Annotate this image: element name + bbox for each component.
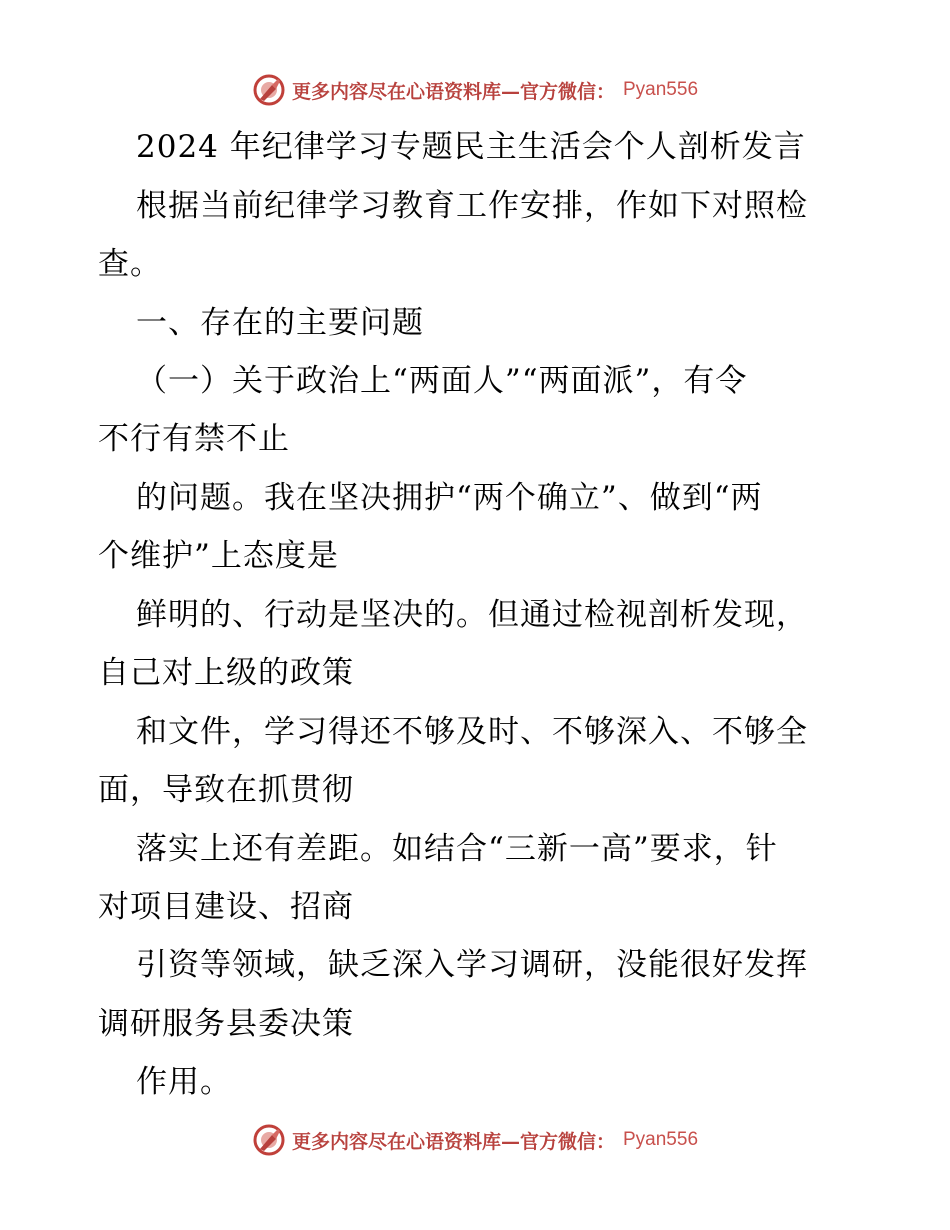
paragraph-line: 根据当前纪律学习教育工作安排，作如下对照检 bbox=[136, 188, 808, 224]
paragraph-line: 和文件，学习得还不够及时、不够深入、不够全 bbox=[136, 714, 808, 750]
paragraph-line: 个维护”上态度是 bbox=[98, 538, 339, 574]
paragraph-line: 面，导致在抓贯彻 bbox=[98, 772, 354, 808]
subsection-heading: （一）关于政治上“两面人”“两面派”，有令 bbox=[136, 363, 748, 399]
watermark-wechat-id: Pyan556 bbox=[623, 1129, 699, 1150]
header-watermark bbox=[0, 70, 950, 110]
paragraph-line: 落实上还有差距。如结合“三新一高”要求，针 bbox=[136, 831, 778, 867]
paragraph-line: 作用。 bbox=[136, 1064, 232, 1100]
paragraph-line: 不行有禁不止 bbox=[98, 421, 290, 457]
pen-nib-logo-icon bbox=[252, 1123, 286, 1157]
section-heading: 一、存在的主要问题 bbox=[136, 305, 424, 341]
paragraph-line: 鲜明的、行动是坚决的。但通过检视剖析发现， bbox=[136, 597, 808, 633]
footer-watermark bbox=[0, 1120, 950, 1160]
paragraph-line: 的问题。我在坚决拥护“两个确立”、做到“两 bbox=[136, 480, 763, 516]
paragraph-line: 自己对上级的政策 bbox=[98, 655, 354, 691]
watermark-wechat-id: Pyan556 bbox=[623, 79, 699, 100]
paragraph-line: 引资等领域，缺乏深入学习调研，没能很好发挥 bbox=[136, 947, 808, 983]
paragraph-line: 对项目建设、招商 bbox=[98, 889, 354, 925]
watermark-text: 更多内容尽在心语资料库—官方微信： bbox=[291, 80, 615, 103]
pen-nib-logo-icon bbox=[252, 73, 286, 107]
watermark-text: 更多内容尽在心语资料库—官方微信： bbox=[291, 1130, 615, 1153]
paragraph-line: 调研服务县委决策 bbox=[98, 1006, 354, 1042]
document-title: 2024 年纪律学习专题民主生活会个人剖析发言 bbox=[136, 129, 806, 165]
paragraph-line: 查。 bbox=[98, 246, 162, 282]
